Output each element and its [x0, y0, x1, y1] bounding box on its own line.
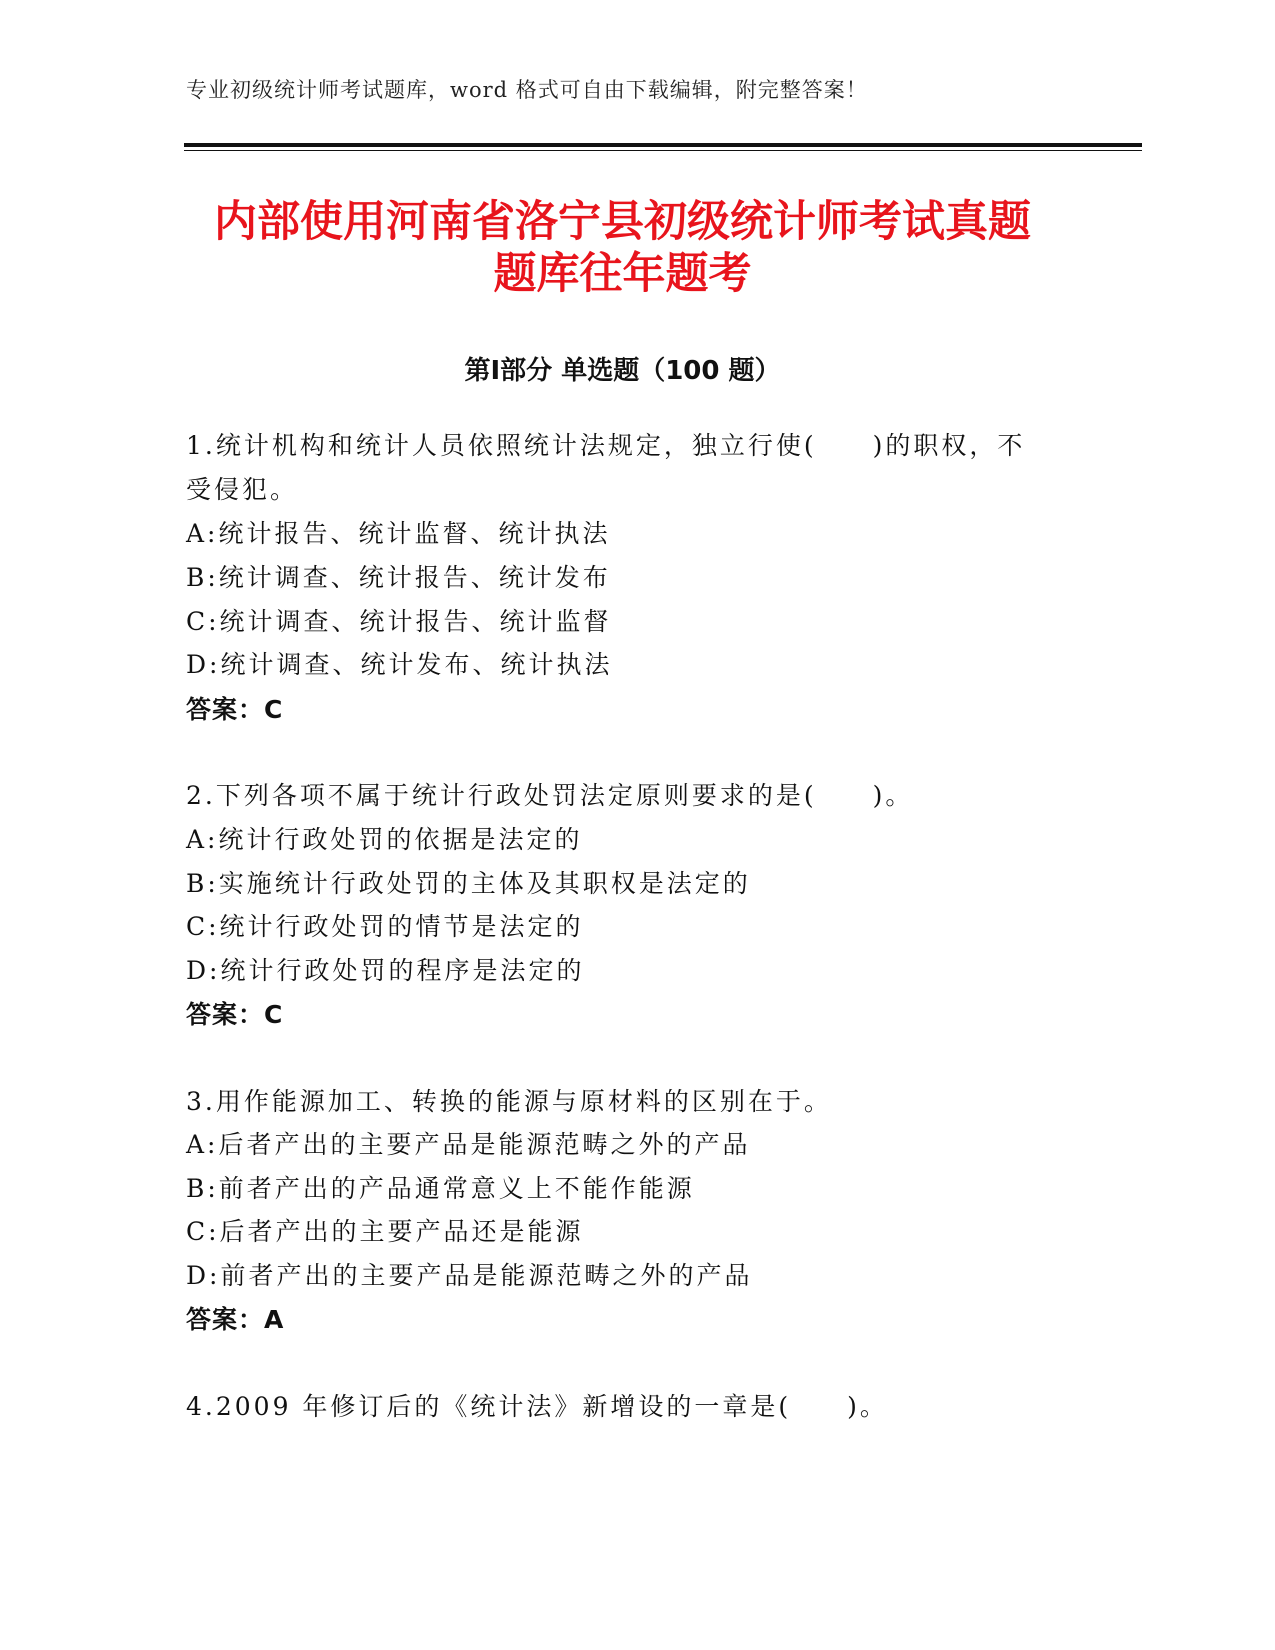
document-title-line1: 内部使用河南省洛宁县初级统计师考试真题: [214, 197, 1031, 247]
question-1-option-c: C:统计调查、统计报告、统计监督: [186, 607, 612, 636]
question-1-stem-line2: 受侵犯。: [186, 475, 299, 504]
question-3-option-b: B:前者产出的产品通常意义上不能作能源: [186, 1174, 695, 1203]
question-3-stem-line1: 3.用作能源加工、转换的能源与原材料的区别在于。: [186, 1087, 832, 1116]
header-rule-thick: [184, 143, 1142, 147]
header-rule-thin: [184, 150, 1142, 151]
question-3-option-a: A:后者产出的主要产品是能源范畴之外的产品: [186, 1130, 751, 1159]
document-title-line2: 题库往年题考: [493, 249, 752, 299]
question-2-option-c: C:统计行政处罚的情节是法定的: [186, 912, 584, 941]
question-3-option-d: D:前者产出的主要产品是能源范畴之外的产品: [186, 1261, 753, 1290]
question-1-option-d: D:统计调查、统计发布、统计执法: [186, 650, 613, 679]
section-heading: 第Ⅰ部分 单选题（100 题）: [464, 356, 781, 386]
question-1-option-b: B:统计调查、统计报告、统计发布: [186, 563, 611, 592]
question-3-answer: 答案：A: [186, 1305, 285, 1334]
question-3-option-c: C:后者产出的主要产品还是能源: [186, 1217, 584, 1246]
question-4-stem-line1: 4.2009 年修订后的《统计法》新增设的一章是( )。: [186, 1392, 888, 1421]
header-note: 专业初级统计师考试题库，word 格式可自由下载编辑，附完整答案！: [186, 78, 868, 102]
question-1-stem-line1: 1.统计机构和统计人员依照统计法规定，独立行使( )的职权，不: [186, 431, 1026, 460]
question-1-answer: 答案：C: [186, 695, 284, 724]
question-1-option-a: A:统计报告、统计监督、统计执法: [186, 519, 611, 548]
question-2-answer: 答案：C: [186, 1000, 284, 1029]
question-2-option-b: B:实施统计行政处罚的主体及其职权是法定的: [186, 869, 751, 898]
question-2-option-a: A:统计行政处罚的依据是法定的: [186, 825, 583, 854]
question-2-stem-line1: 2.下列各项不属于统计行政处罚法定原则要求的是( )。: [186, 781, 914, 810]
question-2-option-d: D:统计行政处罚的程序是法定的: [186, 956, 585, 985]
